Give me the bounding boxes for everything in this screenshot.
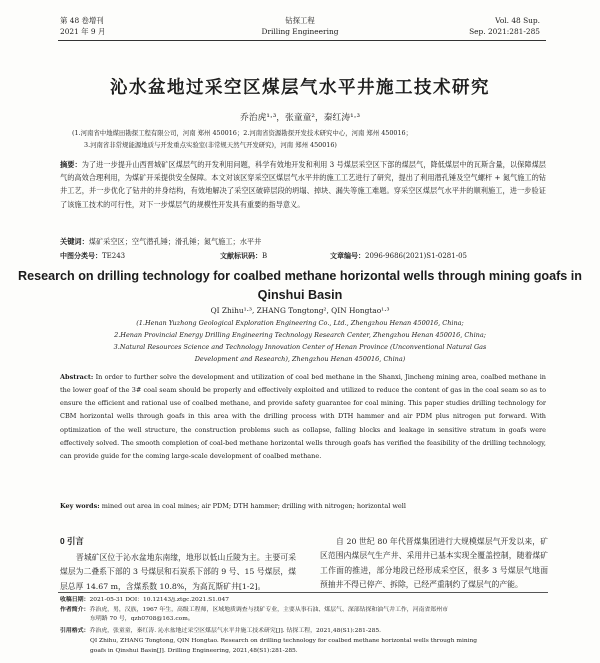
classification-line [60,251,546,261]
body-column-left [60,535,296,594]
paper-title-cn: 沁水盆地过采空区煤层气水平井施工技术研究 [110,78,490,98]
footnote-line [60,596,548,605]
footnote-text: goafs in Qinshui Basin[J]. Drilling Engineering, 2021,48(S1):281-285. [90,648,298,654]
keywords-cn [60,237,546,247]
keywords-cn-text: 煤矿采空区；空气潜孔锤；滑孔锤；氮气施工；水平井 [88,237,262,246]
footnote-text: QI Zhihu, ZHANG Tongtong, QIN Hongtao. Research on drilling technology for coalbed methane horizontal wells through mining [90,638,478,644]
footnote-rule [58,592,548,593]
footnote-text: 乔治虎，男，汉族，1967 年生，高级工程师，区域地质调查与找矿专业，主要从事石油、煤层气、深部钻探和油气井工作，河南省郑州市 [89,607,448,613]
abstract-en-text: In order to further solve the development and utilization of coal bed methane in the Shanxi, Jincheng mining area, coalbed methane in the lower goaf of the 3# coal seam should be properly and effectively exploited and utilized to reduce the content of gas in the coal seam so as to ensure the efficient and rational use of coalbed methane, and provide safety guarantee for coal mining. This paper studies drilling technology for CBM horizontal wells through goafs in this area with the drilling process with DTH hammer and air PDM plus nitrogen put forward. With optimization of the well structure, the construction problems such as collapse, falling blocks and leakage in sensitive stratum in goafs were effectively solved. The smooth completion of coal-bed methane horizontal wells through goafs has verified the feasibility of the drilling technology, can provide guide for the coming large-scale development of coalbed methane. [60,373,546,460]
footnote-line [60,606,548,615]
footnote-label: 引用格式： [60,627,90,634]
affiliation-cn-line: 3.河南省非常规能源地质与开发重点实验室(非常规天然气开发研究)，河南 郑州 450016) [84,141,337,149]
body-paragraph: 自 20 世纪 80 年代晋煤集团进行大规模煤层气开发以来，矿区范围内煤层气生产井、采用井已基本实现全覆盖控制，随着煤矿工作面的推进，部分地段已经形成采空区，很多 3 号煤层气地面预抽井不得已停产、拆除，已经严重制约了煤层气的产能。 [320,537,548,590]
affiliation-en-line: 3.Natural Resources Science and Technology Innovation Center of Henan Province (Unconventional Natural Gas [113,343,487,351]
footnote-text: 东明路 70 号，qzh0708@163.com。 [90,616,194,622]
footnote-line [60,627,548,636]
footnote-label: 收稿日期： [60,596,90,603]
header-rule [58,40,546,41]
journal-name-cn: 钻探工程 [285,16,315,25]
body-column-right [320,535,548,593]
paper-title-en: Research on drilling technology for coalbed methane horizontal wells through mining goafs in Qinshui Basin [18,269,582,302]
clc-label: 中图分类号： [60,251,102,260]
volume-cn: 第 48 卷增刊 [60,16,104,25]
footnote-text: 2021-05-31 DOI：10.12143/j.ztgc.2021.S1.047 [89,597,230,603]
abstract-cn-label: 摘要： [60,160,82,169]
authors-cn: 乔治虎¹·³，张童童²，秦红涛¹·³ [240,113,360,123]
doc-code-label: 文献标识码： [220,251,262,260]
keywords-en [60,502,546,510]
footnote-line [60,647,578,656]
body-paragraph: 晋城矿区位于沁水盆地东南缘，地形以低山丘陵为主。主要可采煤层为二叠系下部的 3 号煤层和石炭系下部的 9 号、15 号煤层，煤层总厚 14.67 m，含煤系数 10.8%，为高瓦斯矿井[1-2]。 [60,553,296,591]
authors-en: QI Zhihu¹·³, ZHANG Tongtong², QIN Hongtao¹·³ [210,306,390,315]
clc-value: TE243 [102,252,126,260]
abstract-en [60,371,546,463]
affiliation-en-line: 2.Henan Provincial Energy Drilling Engineering Technology Research Center, Zhengzhou Henan 450016, China; [114,331,486,339]
issue-en: Sep. 2021:281-285 [469,27,540,36]
volume-en: Vol. 48 Sup. [495,16,540,25]
keywords-cn-label: 关键词： [60,237,89,246]
keywords-en-label: Key words: [60,502,100,510]
footnote-line [60,637,578,646]
affiliation-en-line: Development and Research), Zhengzhou Henan 450016, China) [194,355,406,363]
abstract-cn-text: 为了进一步提升山西晋城矿区煤层气的开发利用问题，科学有效地开发和利用 3 号煤层采空区下部的煤层气，降低煤层中的瓦斯含量，以保障煤层气的高效合理利用，为煤矿开采提供安全保障。本文对该区穿采空区煤层气水平井的施工工艺进行了研究，提出了利用潜孔锤及空气螺杆 + 氮气施工的钻井工艺，并一步优化了钻井的井身结构，有效地解决了采空区破碎层段的坍塌、掉块、漏失等施工难题。穿采空区煤层气水平井的顺利施工，进一步验证了该施工技术的可行性，对下一步煤层气的规模性开发具有重要的指导意义。 [60,160,546,209]
affiliation-cn-line: (1.河南省中地煤田勘探工程有限公司，河南 郑州 450016；2.河南省资源勘探开发技术研究中心，河南 郑州 450016； [72,129,413,137]
running-header-right [469,15,540,37]
article-number-value: 2096-9686(2021)S1-0281-05 [365,252,467,260]
journal-name-en: Drilling Engineering [261,27,339,36]
doc-code-value: B [262,252,268,260]
article-number-label: 文章编号： [330,251,365,260]
footnote-text: 乔治虎，张童童，秦红涛. 沁水盆地过采空区煤层气水平井施工技术研究[J]. 钻探工程，2021,48(S1):281-285. [89,628,382,634]
footnote-label: 作者简介： [60,606,90,613]
section-heading: 0 引言 [60,536,84,546]
keywords-en-text: mined out area in coal mines; air PDM; DTH hammer; drilling with nitrogen; horizontal well [101,502,406,510]
affiliation-en-line: (1.Henan Yuzhong Geological Exploration Engineering Co., Ltd., Zhengzhou Henan 450016, China; [136,319,464,327]
date-cn: 2021 年 9 月 [60,27,106,36]
abstract-cn [60,158,546,211]
abstract-en-label: Abstract: [60,373,94,381]
footnote-line [60,615,578,624]
